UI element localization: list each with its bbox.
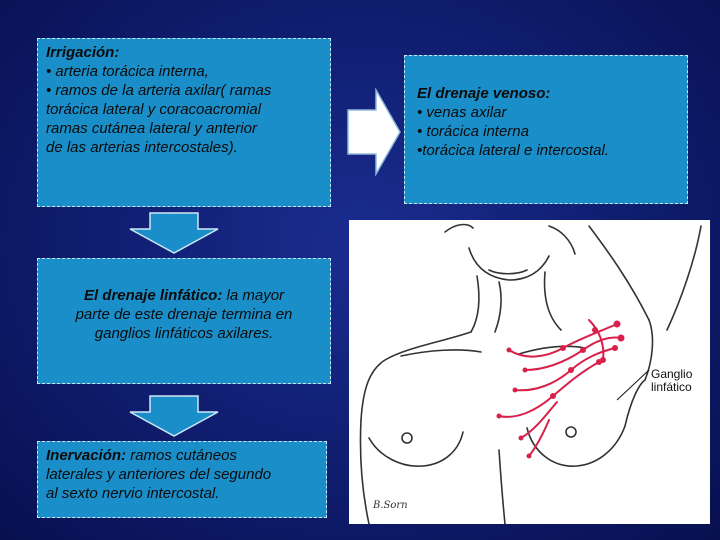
linfatico-heading: El drenaje linfático: — [83, 287, 223, 304]
inervacion-box — [37, 441, 327, 518]
linfatico-line: parte de este drenaje termina en — [75, 306, 293, 323]
ganglio-label-line1: Ganglio — [651, 367, 693, 381]
linfatico-box — [37, 258, 331, 384]
linfatico-line: ganglios linfáticos axilares. — [94, 325, 274, 342]
irrigacion-line: ramas cutánea lateral y anterior — [46, 120, 257, 137]
ganglio-label-line2: linfático — [651, 380, 692, 394]
venoso-line: • venas axilar — [417, 104, 507, 121]
irrigacion-line: • arteria torácica interna, — [46, 63, 209, 80]
inervacion-line: laterales y anteriores del segundo — [46, 466, 272, 483]
venoso-line: •torácica lateral e intercostal. — [417, 142, 610, 159]
down-arrow-icon — [128, 211, 220, 255]
right-arrow-icon — [346, 88, 402, 176]
down-arrow-icon — [128, 394, 220, 438]
venoso-heading: El drenaje venoso: — [417, 85, 551, 102]
irrigacion-heading: Irrigación: — [46, 44, 120, 61]
inervacion-inline-text: ramos cutáneos — [126, 447, 237, 464]
irrigacion-box — [37, 38, 331, 207]
irrigacion-line: • ramos de la arteria axilar( ramas — [46, 82, 272, 99]
artist-signature: B.Sorn — [373, 500, 408, 511]
inervacion-heading: Inervación: — [46, 447, 127, 464]
linfatico-inline-text: la mayor — [222, 287, 285, 304]
breast-lymphatic-illustration — [349, 220, 710, 524]
inervacion-line: al sexto nervio intercostal. — [46, 485, 220, 502]
irrigacion-line: de las arterias intercostales). — [46, 139, 238, 156]
venoso-line: • torácica interna — [417, 123, 529, 140]
irrigacion-line: torácica lateral y coracoacromial — [46, 101, 262, 118]
venoso-box — [404, 55, 688, 204]
torso-drawing — [349, 220, 710, 524]
